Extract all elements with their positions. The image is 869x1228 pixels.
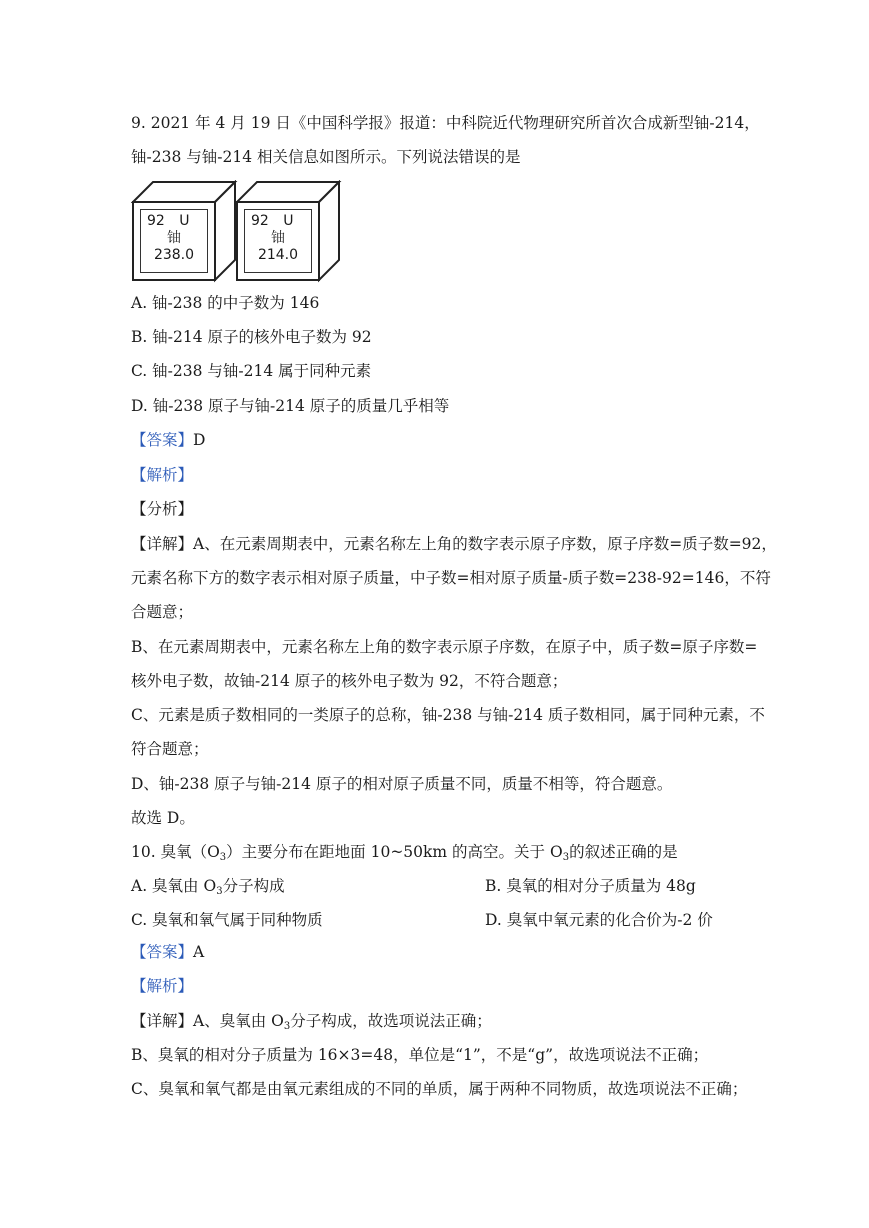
q9-answer — [131, 429, 205, 451]
subscript: 3 — [216, 886, 223, 897]
element-symbol: U — [179, 213, 190, 229]
analysis-tag: 【解析】 — [131, 977, 194, 995]
q9-detail-a2: 元素名称下方的数字表示相对原子质量，中子数=相对原子质量-质子数=238-92=146，不符 — [131, 569, 771, 587]
option-text: 分子构成 — [222, 877, 285, 895]
q10-stem — [131, 841, 678, 869]
q9-detail-b1: B、在元素周期表中，元素名称左上角的数字表示原子序数，在原子中，质子数=原子序数= — [131, 638, 758, 656]
q9-option-a: A. 铀-238 的中子数为 146 — [131, 294, 320, 312]
q10-detail-c: C、臭氧和氧气都是由氧元素组成的不同的单质，属于两种不同物质，故选项说法不正确； — [131, 1080, 748, 1098]
q9-option-c: C. 铀-238 与铀-214 属于同种元素 — [131, 362, 372, 380]
q10-detail-a — [131, 1010, 492, 1038]
q10-option-a — [131, 875, 285, 903]
detail-text: 分子构成，故选项说法正确； — [290, 1012, 492, 1030]
detail-tag: 【详解】 — [131, 1012, 194, 1030]
q9-detail-c2: 符合题意； — [131, 740, 209, 758]
element-tile-u238 — [140, 209, 208, 273]
q10-answer — [131, 941, 204, 963]
q9-stem-line1: 9. 2021 年 4 月 19 日《中国科学报》报道：中科院近代物理研究所首次合成新型铀-214， — [131, 114, 760, 132]
atomic-mass: 238.0 — [153, 247, 195, 263]
fenxi-tag: 【分析】 — [131, 500, 194, 518]
q10-option-b: B. 臭氧的相对分子质量为 48g — [485, 877, 696, 895]
q10-option-d: D. 臭氧中氧元素的化合价为-2 价 — [485, 911, 713, 929]
detail-tag: 【详解】 — [131, 535, 194, 553]
stem-part: 的叙述正确的是 — [569, 843, 678, 861]
q9-analysis-tag — [131, 464, 193, 486]
q10-option-c: C. 臭氧和氧气属于同种物质 — [131, 911, 323, 929]
element-name: 铀 — [167, 230, 181, 246]
subscript: 3 — [283, 1021, 291, 1032]
atomic-mass: 214.0 — [257, 247, 299, 263]
analysis-tag: 【解析】 — [131, 466, 194, 484]
stem-part: 10. 臭氧（O — [131, 843, 220, 861]
detail-text: A、在元素周期表中，元素名称左上角的数字表示原子序数，原子序数=质子数=92， — [193, 535, 777, 553]
q9-option-b: B. 铀-214 原子的核外电子数为 92 — [131, 328, 372, 346]
answer-tag: 【答案】 — [131, 431, 194, 449]
stem-part: ）主要分布在距地面 10~50km 的高空。关于 O — [226, 843, 563, 861]
subscript: 3 — [562, 852, 570, 863]
q9-detail-b2: 核外电子数，故铀-214 原子的核外电子数为 92，不符合题意； — [131, 672, 568, 690]
q9-stem-line2: 铀-238 与铀-214 相关信息如图所示。下列说法错误的是 — [131, 148, 521, 166]
answer-value: D — [193, 431, 206, 449]
option-text: A. 臭氧由 O — [131, 877, 217, 895]
q9-fenxi-tag — [131, 498, 193, 520]
q9-detail-c1: C、元素是质子数相同的一类原子的总称，铀-238 与铀-214 质子数相同，属于同种元素，不 — [131, 706, 765, 724]
atomic-number: 92 — [147, 213, 165, 229]
atomic-number: 92 — [251, 213, 269, 229]
detail-text: A、臭氧由 O — [193, 1012, 284, 1030]
q10-detail-b: B、臭氧的相对分子质量为 16×3=48，单位是“1”，不是“g”，故选项说法不正确； — [131, 1046, 709, 1064]
element-tile-u214 — [244, 209, 312, 273]
answer-value: A — [193, 943, 205, 961]
q9-detail-a3: 合题意； — [131, 603, 194, 621]
q9-option-d: D. 铀-238 原子与铀-214 原子的质量几乎相等 — [131, 397, 450, 415]
q9-conclusion: 故选 D。 — [131, 809, 195, 827]
element-symbol: U — [283, 213, 294, 229]
q9-detail-a1 — [131, 533, 777, 555]
q10-analysis-tag — [131, 975, 193, 997]
answer-tag: 【答案】 — [131, 943, 194, 961]
subscript: 3 — [219, 852, 227, 863]
element-name: 铀 — [271, 230, 285, 246]
q9-detail-d1: D、铀-238 原子与铀-214 原子的相对原子质量不同，质量不相等，符合题意。 — [131, 775, 673, 793]
